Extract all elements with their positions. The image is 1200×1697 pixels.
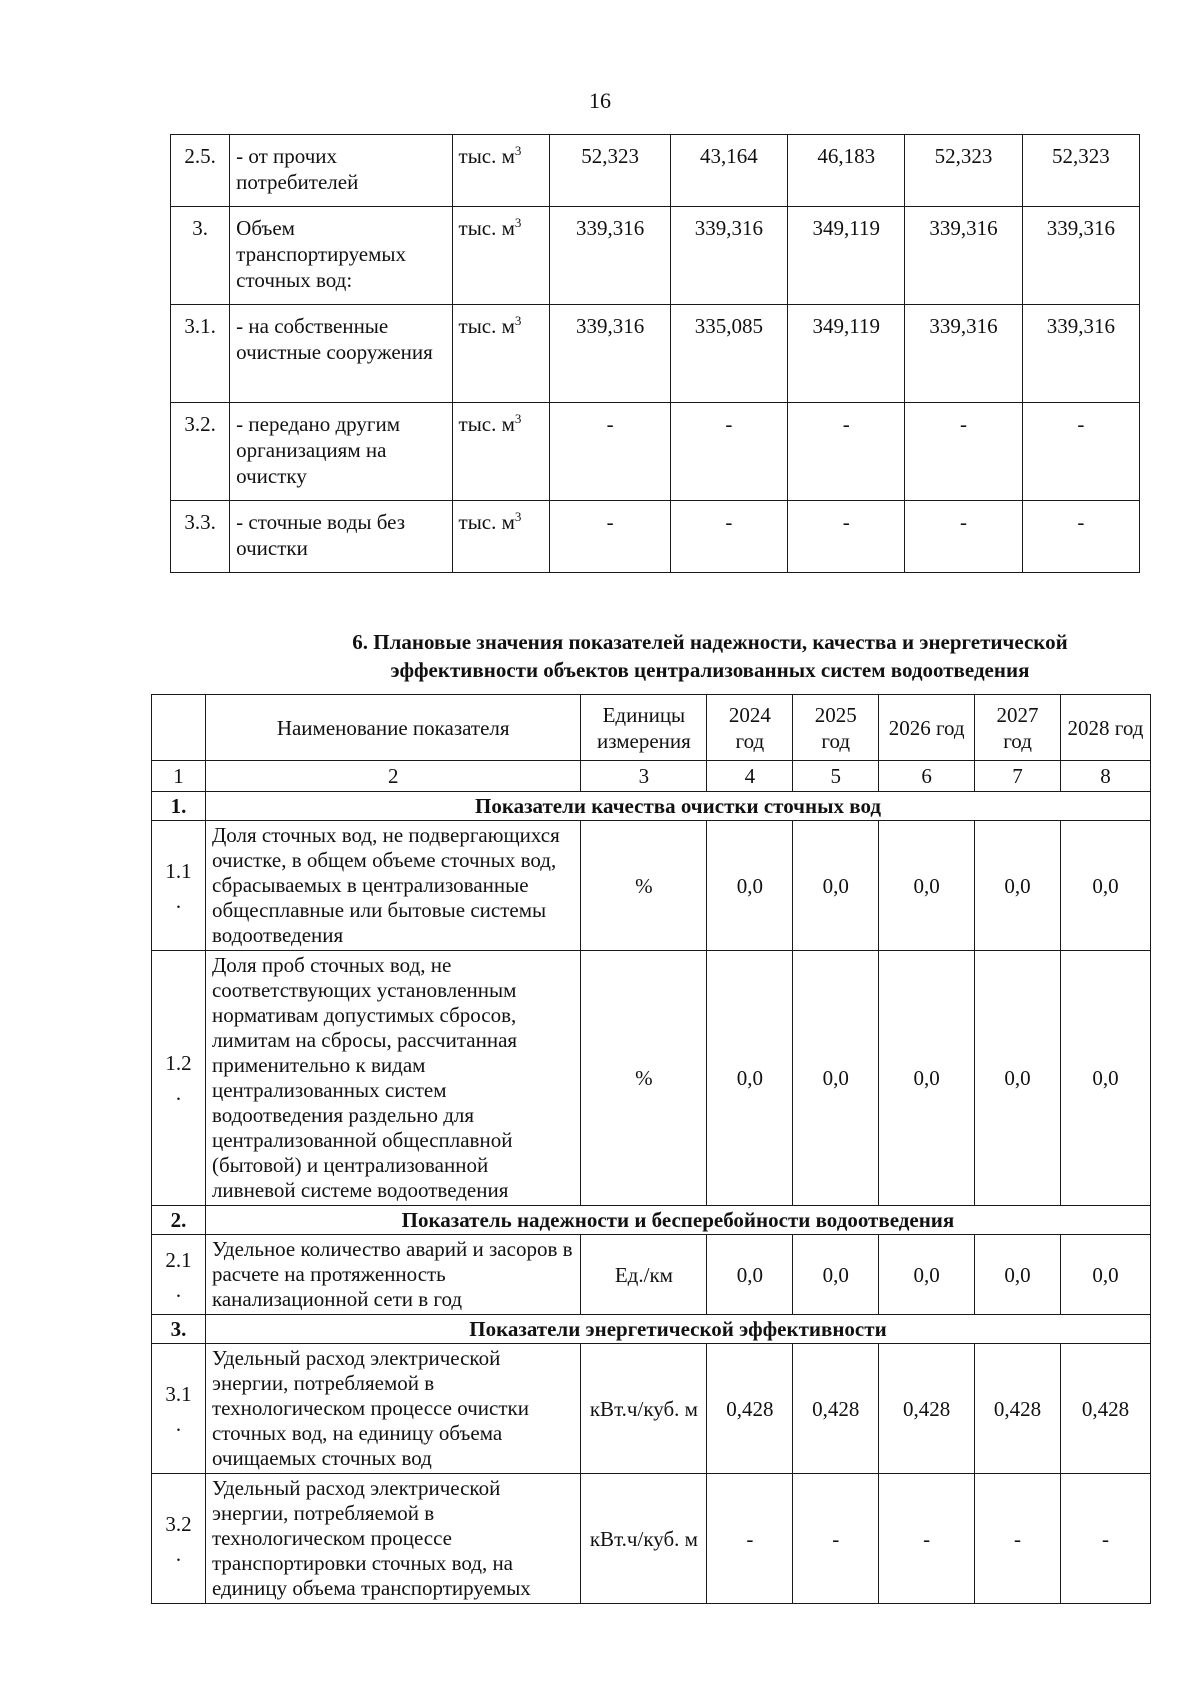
indicator-value: 0,0 (707, 1235, 793, 1315)
indicator-row (152, 1235, 1151, 1315)
value-cell: - (788, 501, 905, 573)
indicator-row (152, 1474, 1151, 1604)
indicator-value: 0,0 (879, 821, 975, 951)
indicator-unit: % (581, 821, 707, 951)
index-dot: . (175, 1541, 182, 1566)
value-cell: 349,119 (788, 305, 905, 403)
col-number: 5 (793, 761, 879, 792)
section-title: Показатели энергетической эффективности (205, 1315, 1150, 1344)
index-dot: . (175, 888, 182, 913)
col-number: 7 (975, 761, 1061, 792)
value-cell: - (1022, 501, 1139, 573)
page-number: 16 (589, 88, 611, 113)
unit-text: тыс. м (458, 510, 515, 534)
table-row (171, 403, 1140, 501)
header-year: 2024 год (707, 695, 793, 761)
indicator-name: Доля проб сточных вод, не соответствующих установленным нормативам допустимых сбросов, лимитам на сбросы, рассчитанная применительно к видам централизованных систем водоотведения раздельно для централизованной общесплавной (бытовой) и централизованной ливневой системе водоотведения (205, 951, 580, 1206)
section-number: 1. (152, 792, 206, 821)
indicator-row (152, 821, 1151, 951)
index-dot: . (175, 1411, 182, 1436)
index-dot: . (175, 1081, 182, 1105)
indicator-unit: кВт.ч/куб. м (581, 1344, 707, 1474)
indicator-index (152, 951, 206, 1206)
indicator-name: Удельное количество аварий и засоров в расчете на протяженность канализационной сети в год (205, 1235, 580, 1315)
header-year: 2028 год (1061, 695, 1151, 761)
index-dot: . (175, 1277, 182, 1302)
section-6-heading (280, 628, 1140, 684)
index-text: 3.1 (165, 1381, 192, 1406)
indicator-value: - (707, 1474, 793, 1604)
row-unit (452, 207, 550, 305)
indicators-table (151, 694, 1151, 1604)
header-year: 2027 год (975, 695, 1061, 761)
upper-table (170, 134, 1140, 573)
row-label: Объем транспортируемых сточных вод: (230, 207, 452, 305)
header-units: Единицы измерения (581, 695, 707, 761)
col-number: 4 (707, 761, 793, 792)
value-cell: - (550, 501, 670, 573)
unit-superscript: 3 (514, 509, 522, 524)
header-empty-cell (152, 695, 206, 761)
indicator-name: Доля сточных вод, не подвергающихся очистке, в общем объеме сточных вод, сбрасываемых в централизованные общесплавные или бытовые системы водоотведения (205, 821, 580, 951)
index-text: 3.2 (165, 1511, 192, 1536)
indicator-value: 0,0 (1061, 951, 1151, 1206)
heading-line-2: эффективности объектов централизованных систем водоотведения (390, 658, 1030, 682)
section-number: 3. (152, 1315, 206, 1344)
indicator-value: 0,428 (879, 1344, 975, 1474)
header-year: 2025 год (793, 695, 879, 761)
col-number: 6 (879, 761, 975, 792)
indicator-value: 0,0 (793, 1235, 879, 1315)
value-cell: - (905, 501, 1022, 573)
indicator-row (152, 951, 1151, 1206)
table-row (171, 305, 1140, 403)
index-text: 2.1 (165, 1247, 192, 1272)
indicator-value: 0,0 (793, 951, 879, 1206)
section-row (152, 792, 1151, 821)
indicator-value: 0,428 (707, 1344, 793, 1474)
value-cell: - (788, 403, 905, 501)
unit-superscript: 3 (514, 411, 522, 426)
indicator-name: Удельный расход электрической энергии, потребляемой в технологическом процессе транспортировки сточных вод, на единицу объема транспортируемых (205, 1474, 580, 1604)
unit-text: тыс. м (458, 412, 515, 436)
value-cell: 339,316 (550, 305, 670, 403)
row-label: - передано другим организациям на очистку (230, 403, 452, 501)
indicator-index (152, 821, 206, 951)
col-number: 1 (152, 761, 206, 792)
value-cell: 339,316 (670, 207, 787, 305)
indicator-value: - (975, 1474, 1061, 1604)
value-cell: 52,323 (550, 135, 670, 207)
col-number: 2 (205, 761, 580, 792)
indicator-index (152, 1235, 206, 1315)
row-unit (452, 501, 550, 573)
row-number: 3. (171, 207, 230, 305)
value-cell: 339,316 (1022, 305, 1139, 403)
value-cell: 52,323 (905, 135, 1022, 207)
heading-line-1: 6. Плановые значения показателей надежности, качества и энергетической (352, 630, 1068, 654)
indicator-value: 0,0 (975, 1235, 1061, 1315)
unit-text: тыс. м (458, 144, 515, 168)
row-unit (452, 305, 550, 403)
value-cell: - (1022, 403, 1139, 501)
indicator-value: 0,0 (1061, 1235, 1151, 1315)
value-cell: - (905, 403, 1022, 501)
value-cell: - (670, 403, 787, 501)
row-number: 3.1. (171, 305, 230, 403)
header-row (152, 695, 1151, 761)
table-row (171, 207, 1140, 305)
index-text: 1.1 (165, 858, 192, 883)
header-name: Наименование показателя (205, 695, 580, 761)
unit-superscript: 3 (514, 313, 522, 328)
unit-superscript: 3 (514, 215, 522, 230)
col-number: 8 (1061, 761, 1151, 792)
indicator-unit: Ед./км (581, 1235, 707, 1315)
section-title: Показатели качества очистки сточных вод (205, 792, 1150, 821)
value-cell: 339,316 (905, 207, 1022, 305)
indicator-index (152, 1344, 206, 1474)
indicator-unit: % (581, 951, 707, 1206)
indicator-value: 0,0 (975, 951, 1061, 1206)
col-number: 3 (581, 761, 707, 792)
row-unit (452, 403, 550, 501)
row-label: - сточные воды без очистки (230, 501, 452, 573)
indicator-value: 0,0 (879, 951, 975, 1206)
indicator-value: - (1061, 1474, 1151, 1604)
table-row (171, 135, 1140, 207)
value-cell: 46,183 (788, 135, 905, 207)
section-row (152, 1206, 1151, 1235)
index-text: 1.2 (165, 1051, 192, 1075)
indicator-value: - (879, 1474, 975, 1604)
value-cell: 339,316 (905, 305, 1022, 403)
indicator-value: 0,0 (707, 951, 793, 1206)
row-label: - от прочих потребителей (230, 135, 452, 207)
value-cell: 349,119 (788, 207, 905, 305)
section-title: Показатель надежности и бесперебойности водоотведения (205, 1206, 1150, 1235)
value-cell: 335,085 (670, 305, 787, 403)
value-cell: 339,316 (550, 207, 670, 305)
unit-superscript: 3 (514, 143, 522, 158)
indicator-value: 0,0 (707, 821, 793, 951)
header-year: 2026 год (879, 695, 975, 761)
indicator-unit: кВт.ч/куб. м (581, 1474, 707, 1604)
indicator-value: - (793, 1474, 879, 1604)
column-numbers-row (152, 761, 1151, 792)
section-row (152, 1315, 1151, 1344)
section-number: 2. (152, 1206, 206, 1235)
unit-text: тыс. м (458, 216, 515, 240)
value-cell: 43,164 (670, 135, 787, 207)
indicator-value: 0,0 (1061, 821, 1151, 951)
row-number: 3.3. (171, 501, 230, 573)
value-cell: 52,323 (1022, 135, 1139, 207)
indicator-value: 0,0 (879, 1235, 975, 1315)
row-unit (452, 135, 550, 207)
indicator-value: 0,428 (1061, 1344, 1151, 1474)
value-cell: - (670, 501, 787, 573)
row-label: - на собственные очистные сооружения (230, 305, 452, 403)
indicator-value: 0,0 (975, 821, 1061, 951)
indicator-row (152, 1344, 1151, 1474)
row-number: 3.2. (171, 403, 230, 501)
indicator-value: 0,428 (793, 1344, 879, 1474)
row-number: 2.5. (171, 135, 230, 207)
indicator-value: 0,0 (793, 821, 879, 951)
unit-text: тыс. м (458, 314, 515, 338)
value-cell: 339,316 (1022, 207, 1139, 305)
value-cell: - (550, 403, 670, 501)
indicator-value: 0,428 (975, 1344, 1061, 1474)
table-row (171, 501, 1140, 573)
indicator-name: Удельный расход электрической энергии, потребляемой в технологическом процессе очистки сточных вод, на единицу объема очищаемых сточных вод (205, 1344, 580, 1474)
indicator-index (152, 1474, 206, 1604)
